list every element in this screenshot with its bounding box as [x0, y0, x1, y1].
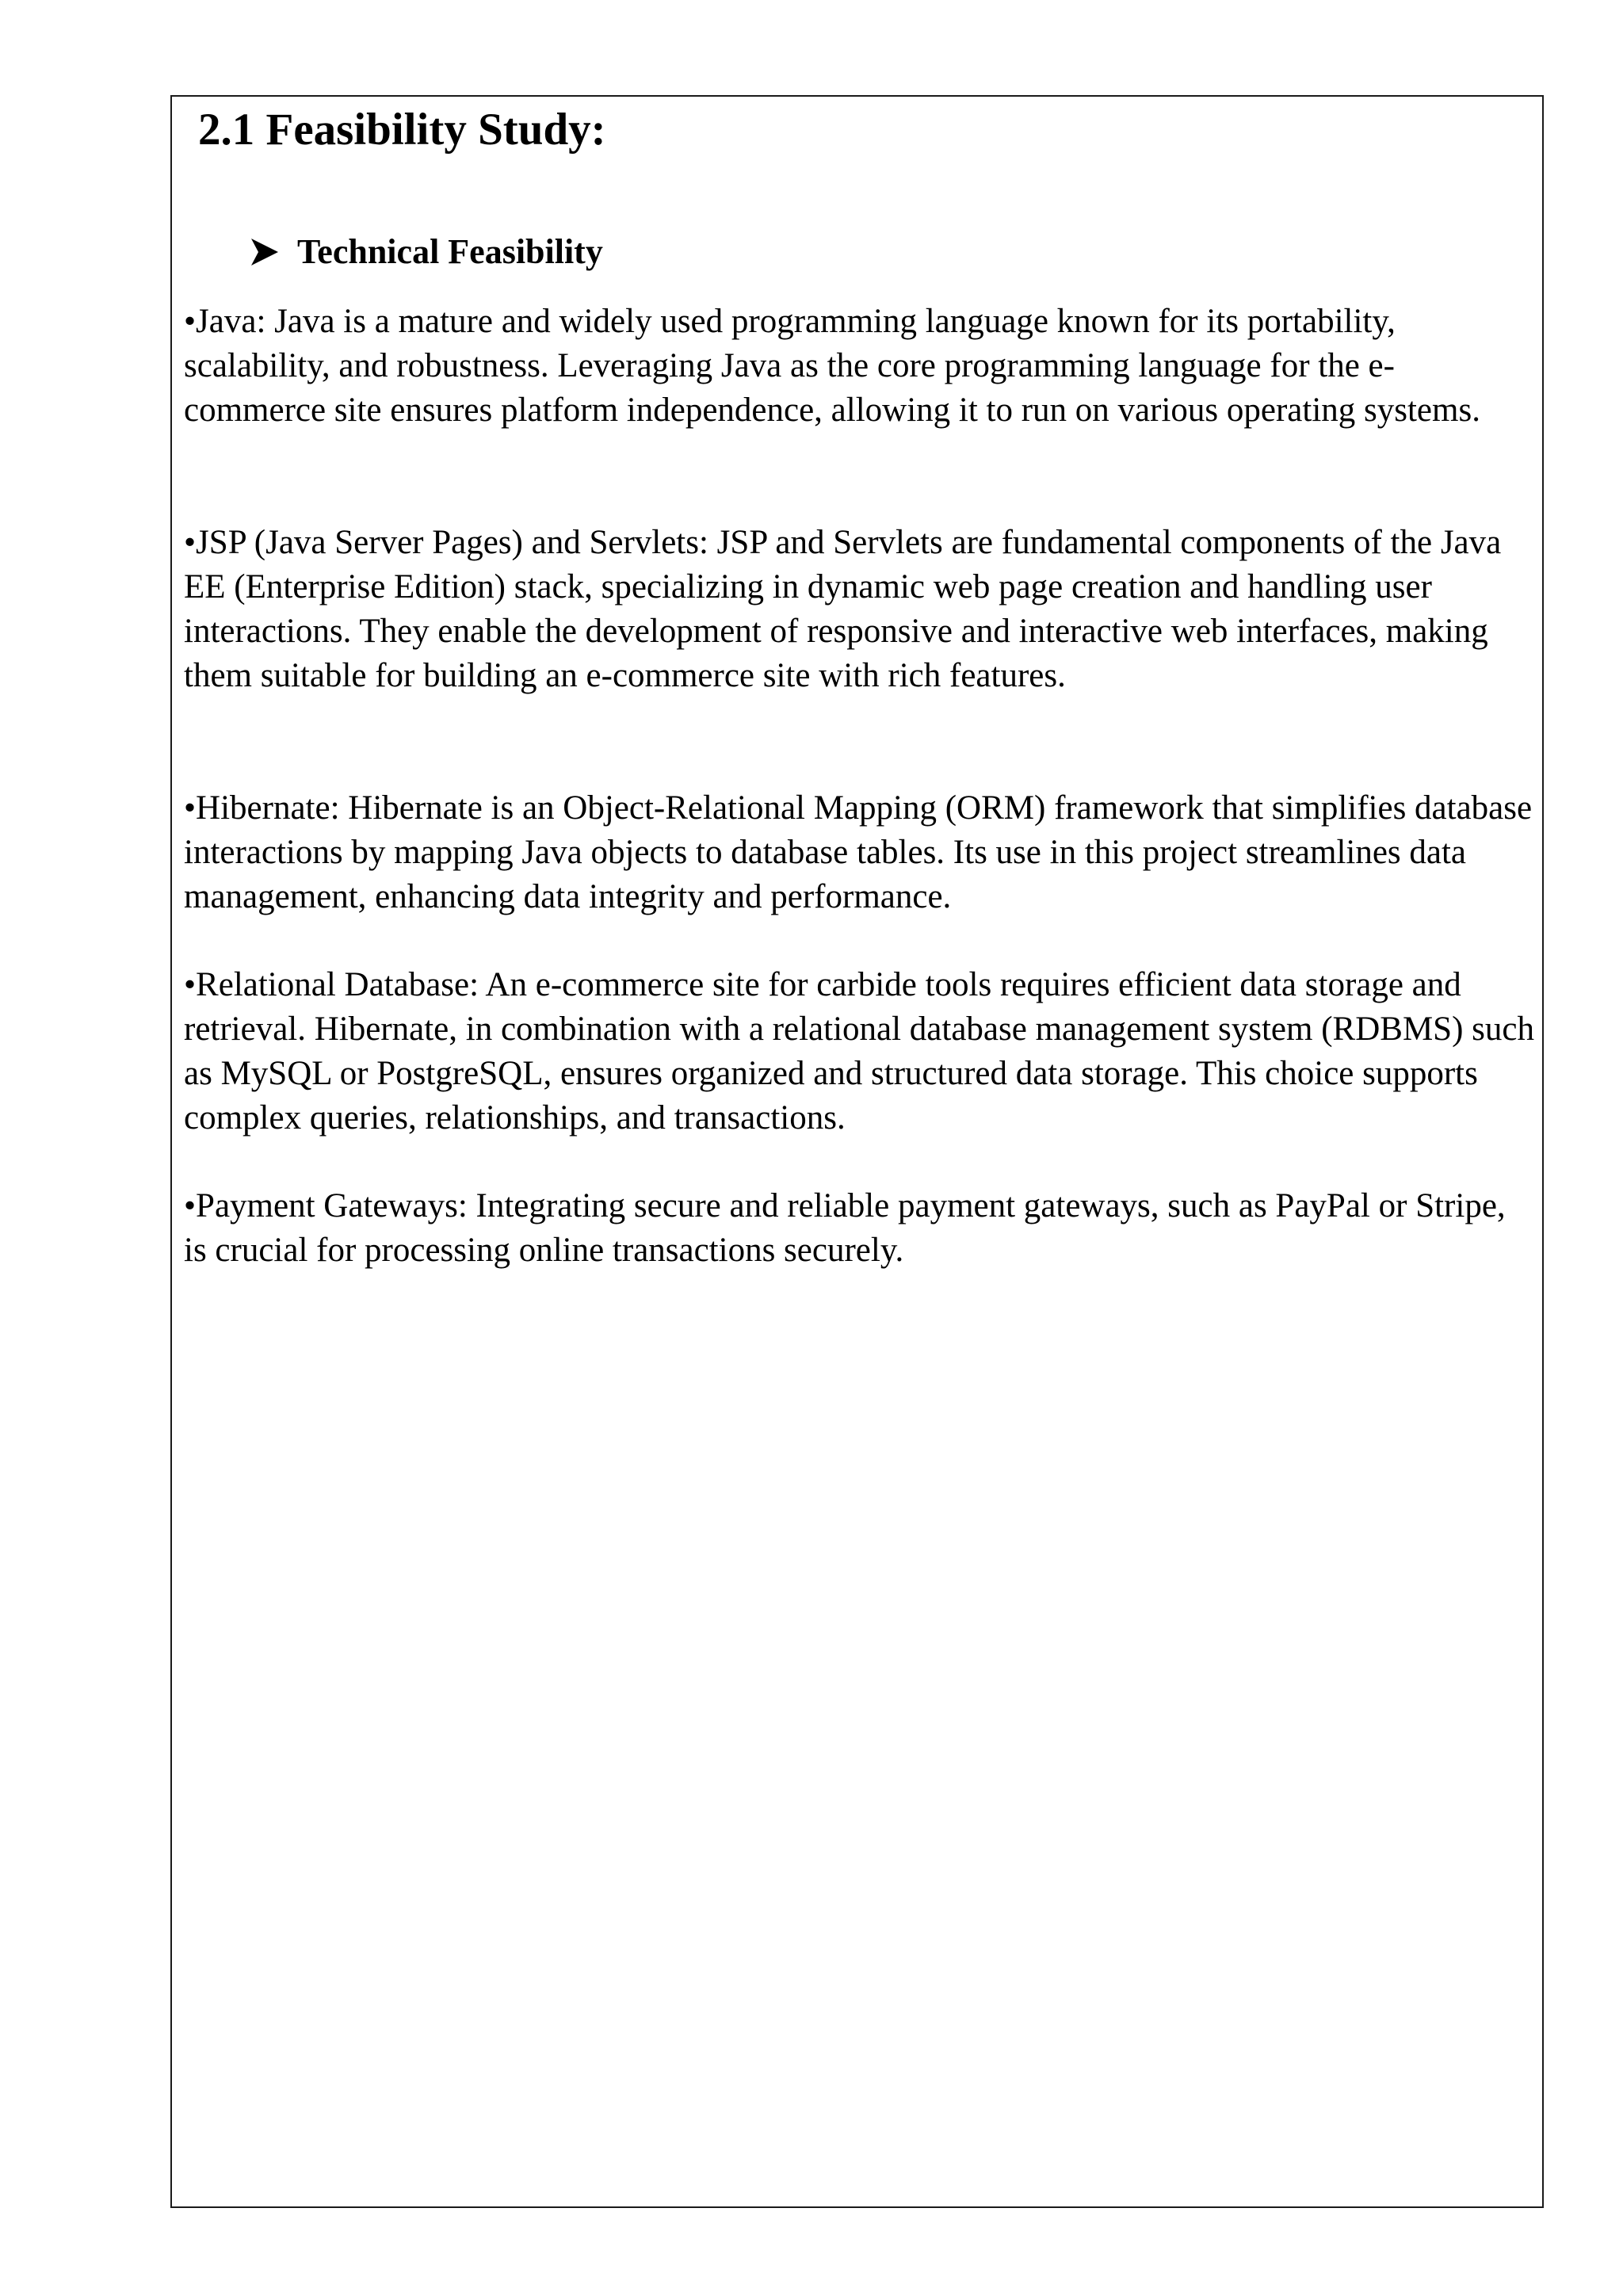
- arrowhead-bullet-icon: [248, 236, 280, 268]
- paragraph-relational-database: •Relational Database: An e-commerce site for carbide tools requires efficient data storage and retrieval. Hibernate, in combination with a relational database management system (RDBMS) such as MySQL or PostgreSQL, ensures organized and structured data storage. This choice supports complex queries, relationships, and transactions.: [184, 966, 1534, 1137]
- paragraph-java: •Java: Java is a mature and widely used programming language known for its portability, scalability, and robustness. Leveraging Java as the core programming language for the e-commerce site ensures platform independence, allowing it to run on various operating systems.: [184, 303, 1480, 429]
- subheading: [248, 230, 603, 274]
- paragraph-payment-gateways: •Payment Gateways: Integrating secure and reliable payment gateways, such as PayPal or Stripe, is crucial for processing online transactions securely.: [184, 1187, 1506, 1269]
- subheading-label: Technical Feasibility: [297, 232, 603, 271]
- paragraph-hibernate: •Hibernate: Hibernate is an Object-Relational Mapping (ORM) framework that simplifies database interactions by mapping Java objects to database tables. Its use in this project streamlines data management, enhancing data integrity and performance.: [184, 789, 1533, 915]
- paragraph-jsp-servlets: •JSP (Java Server Pages) and Servlets: JSP and Servlets are fundamental components of the Java EE (Enterprise Edition) stack, specializing in dynamic web page creation and handling user interactions. They enable the development of responsive and interactive web interfaces, making them suitable for building an e-commerce site with rich features.: [184, 524, 1502, 694]
- section-title: 2.1 Feasibility Study:: [198, 105, 606, 155]
